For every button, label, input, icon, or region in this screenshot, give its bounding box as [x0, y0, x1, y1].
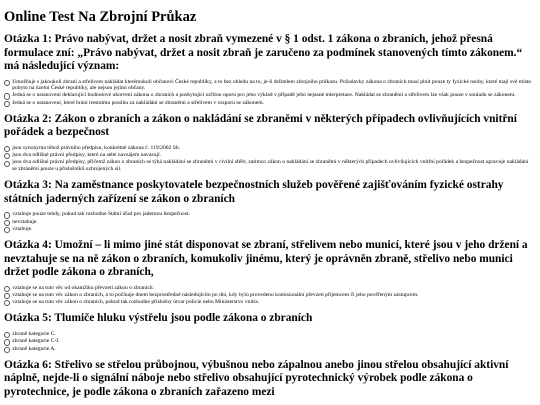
answer-text: nevztahuje.: [12, 218, 38, 225]
answer-option[interactable]: [4, 285, 534, 292]
question-5-options: [4, 331, 534, 353]
question-6-title: Otázka 6: Střelivo se střelou průbojnou, výbušnou nebo zápalnou anebo jinou střelou obsahující aktivní náplně, nejde-li o signální náboje nebo střelivo obsahující pyrotechnický výrobek podle zákona o pyrotechnice, je podle zákona o zbraních zařazeno mezi: [4, 358, 509, 398]
question-5: [4, 312, 534, 352]
question-6: [4, 359, 534, 400]
question-4: [4, 239, 534, 306]
radio-button[interactable]: [4, 212, 10, 218]
question-1-title: Otázka 1: Právo nabývat, držet a nosit zbraň vymezené v § 1 odst. 1 zákona o zbraních, jehož přesná formulace zní: „Právo nabývat, držet a nosit zbraň je zaručeno za podmínek stanovených tímto zákonem.“ má následující význam:: [4, 33, 523, 72]
answer-text: vztahuje pouze tehdy, pokud tak rozhodne Státní úřad pro jadernou bezpečnost.: [12, 211, 190, 218]
page-title: Online Test Na Zbrojní Průkaz: [4, 9, 197, 25]
radio-button[interactable]: [4, 93, 10, 99]
answer-text: jsou dva odlišné právní předpisy, které na sebe navzájem navazují.: [12, 152, 162, 159]
radio-button[interactable]: [4, 80, 10, 86]
radio-button[interactable]: [4, 227, 10, 233]
answer-text: vztahuje se na tuto věc od okamžiku převzetí zákon o zbraních.: [12, 284, 154, 291]
answer-text: zbraně kategorie C.: [12, 330, 56, 337]
question-2-options: [4, 145, 534, 173]
question-3: [4, 179, 534, 233]
answer-text: vztahuje se na tuto věc zákon o zbraních, a to počínaje dnem bezprostředně následujícím po dni, kdy bylo provedeno komisionální převzetí příjemcem či jeho pověřeným zástupcem.: [12, 291, 419, 298]
radio-button[interactable]: [4, 286, 10, 292]
question-2-title: Otázka 2: Zákon o zbraních a zákon o nakládání se zbraněmi v některých případech ovlivňujících vnitřní pořádek a bezpečnost: [4, 112, 517, 139]
answer-text: Umožňuje s jakoukoli zbraní a střelivem nakládat kterémukoli občanovi České republiky, a to bez ohledu na to, je-li držitelem zbrojního průkazu. Požadavky zákona o zbraních musí plnit pouze ty fyzické osoby, které mají své místo pobytu na území České republiky, ale nejsou jejími občany.: [12, 78, 532, 92]
radio-button[interactable]: [4, 101, 10, 107]
answer-text: zbraně kategorie A.: [12, 345, 56, 352]
question-5-title: Otázka 5: Tlumiče hluku výstřelu jsou podle zákona o zbraních: [4, 312, 313, 325]
radio-button[interactable]: [4, 347, 10, 353]
question-4-title: Otázka 4: Umožní – li mimo jiné stát disponovat se zbraní, střelivem nebo municí, které jsou v jeho držení a nevztahuje se na ně zákon o zbraních, komukoliv jinému, který je oprávněn zbraně, střelivo nebo munici držet podle zákona o zbraních,: [4, 239, 528, 279]
answer-option[interactable]: [4, 331, 534, 338]
answer-option[interactable]: [4, 100, 534, 107]
answer-option[interactable]: [4, 159, 534, 173]
answer-option[interactable]: [4, 338, 534, 345]
question-1-options: [4, 79, 534, 107]
radio-button[interactable]: [4, 300, 10, 306]
answer-text: Jedná se o ustanovení deklarující hodnotové ukotvení zákona o zbraních a poskytující určitou oporu pro jeho výklad v případě jeho nejasné interpretace. Nakládat se zbraněmi a střelivem lze však pouze v souladu se zákonem.: [12, 92, 516, 99]
answer-option[interactable]: [4, 145, 534, 152]
answer-text: zbraně kategorie C-I.: [12, 338, 60, 345]
question-2: [4, 113, 534, 173]
answer-text: Jedná se o ustanovení, které brání trestnímu postihu za nakládání se zbraněmi a střelivem v rozporu se zákonem.: [12, 99, 264, 106]
question-3-options: [4, 211, 534, 233]
answer-option[interactable]: [4, 292, 534, 299]
radio-button[interactable]: [4, 339, 10, 345]
question-1: [4, 33, 534, 107]
answer-text: vztahuje.: [12, 225, 33, 232]
answer-text: jsou dva odlišné právní předpisy, přičemž zákon o zbraních se týká nakládání se zbraněmi v civilní sféře, zatímco zákon o nakládání se zbraněmi v některých případech ovlivňujících vnitřní pořádek a bezpečnost upravuje nakládání se zbraněmi pouze u příslušníků ozbrojených sil.: [12, 159, 529, 173]
answer-option[interactable]: [4, 226, 534, 233]
answer-option[interactable]: [4, 219, 534, 226]
question-3-title: Otázka 3: Na zaměstnance poskytovatele bezpečnostních služeb pověřené zajišťováním fyzické ostrahy státních jaderných zařízení se zákon o zbraních: [4, 179, 504, 205]
answer-option[interactable]: [4, 346, 534, 353]
answer-text: vztahuje se na tuto věc zákon o zbraních, pokud tak rozhodne příslušný útvar policie nebo Ministerstvo vnitra.: [12, 299, 260, 306]
answer-option[interactable]: [4, 92, 534, 99]
question-4-options: [4, 285, 534, 307]
answer-text: jsou synonyma téhož právního předpisu, konkrétně zákona č. 119/2002 Sb.: [12, 144, 181, 151]
radio-button[interactable]: [4, 220, 10, 226]
answer-option[interactable]: [4, 211, 534, 218]
radio-button[interactable]: [4, 161, 10, 167]
answer-option[interactable]: [4, 299, 534, 306]
answer-option[interactable]: [4, 79, 534, 93]
